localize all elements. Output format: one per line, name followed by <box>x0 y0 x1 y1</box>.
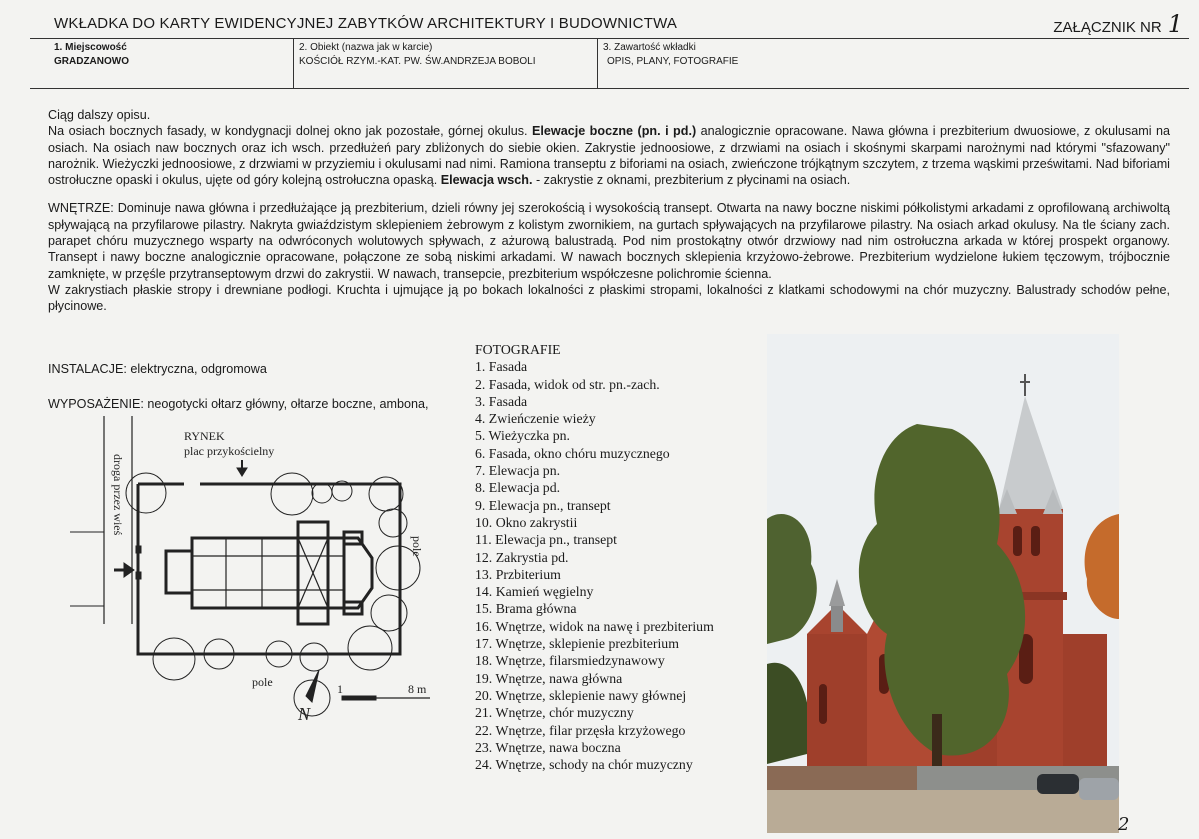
field-contents-label: 3. Zawartość wkładki <box>603 42 696 53</box>
photo-list-item: 21. Wnętrze, chór muzyczny <box>475 705 634 721</box>
description-continued: Ciąg dalszy opisu. <box>48 108 151 122</box>
field-contents-value: OPIS, PLANY, FOTOGRAFIE <box>607 56 739 67</box>
tree-symbol <box>348 626 392 670</box>
header-divider-2 <box>597 38 598 88</box>
page-number: 2 <box>1118 814 1130 835</box>
church-vault-lines <box>192 538 344 608</box>
field-locality-value: GRADZANOWO <box>54 56 129 67</box>
description-exterior <box>48 123 1170 188</box>
church-nave <box>192 538 344 608</box>
exterior-text-a: Na osiach bocznych fasady, w kondygnacji dolnej okno jak pozostałe, górnej okulus. <box>48 124 532 139</box>
installations: INSTALACJE: elektryczna, odgromowa <box>48 362 267 376</box>
photo-list-item: 14. Kamień węgielny <box>475 584 594 600</box>
description-interior: WNĘTRZE: Dominuje nawa główna i przedłużające ją prezbiterium, dzieli równy jej szerokością i wysokością transept. Otwarta na nawy boczne niskimi półkolistymi arkadami z oprofilowaną archiwoltą spływającą na przyfilarowe pilastry. Nakryta gwiaździstym sklepieniem żebrowym z kolistym zwornikiem, na gurtach spływających na przyfilarowe pilastry. Na osiach arkad okulusy. Na tle ściany zach. parapet chóru muzycznego wsparty na odwróconych wolutowych spływach, z ażurową balustradą. Pod nim prostokątny otwór drzwiowy nad nim ostrołuczna arkada w której prospekt organowy. Transept i nawy boczne analogicznie opracowane, połączone ze sobą niskimi arkadami. W nawach bocznych sklepienia krzyżowo-żebrowe. Prezbiterium wydzielone łukiem tęczowym, trójbocznie zamknięte, w przęśle przytranseptowym drzwi do zakrystii. W nawach, transepcie, prezbiterium współczesne polichromie ścienna. <box>48 201 1170 281</box>
church-porch <box>166 551 192 593</box>
photo-list-item: 6. Fasada, okno chóru muzycznego <box>475 445 670 461</box>
gate-post-top <box>136 546 141 553</box>
photo-turret <box>831 606 843 632</box>
header-rule-bottom <box>30 88 1189 89</box>
photo-ground <box>767 789 1119 833</box>
photo-list-item: 8. Elewacja pd. <box>475 480 561 496</box>
photo-list-item: 1. Fasada <box>475 359 528 375</box>
exterior-bold-side: Elewacje boczne (pn. i pd.) <box>532 124 697 139</box>
photo-list-item: 23. Wnętrze, nawa boczna <box>475 739 621 755</box>
annex-number: 1 <box>1167 10 1183 38</box>
photo-list-item: 18. Wnętrze, filarsmiedzynawowy <box>475 653 665 669</box>
photo-list-item: 19. Wnętrze, nawa główna <box>475 670 623 686</box>
photo-tower-window <box>1013 526 1022 556</box>
photo-list-items <box>475 358 714 773</box>
field-locality <box>54 41 129 69</box>
scale-label-start: 1 <box>337 682 343 696</box>
photo-list <box>475 341 714 773</box>
tree-symbol <box>371 595 407 631</box>
photo-list-item: 12. Zakrystia pd. <box>475 549 569 565</box>
photo-list-item: 20. Wnętrze, sklepienie nawy głównej <box>475 687 687 703</box>
plan-label-field-bottom: pole <box>252 675 273 689</box>
north-label: N <box>298 704 311 724</box>
photo-list-item: 2. Fasada, widok od str. pn.-zach. <box>475 376 660 392</box>
annex-label <box>1053 10 1183 38</box>
photo-list-item: 9. Elewacja pn., transept <box>475 497 611 513</box>
tree-symbol <box>300 643 328 671</box>
field-object-value: KOŚCIÓŁ RZYM.-KAT. PW. ŚW.ANDRZEJA BOBOLI <box>299 56 536 67</box>
photo-list-heading: FOTOGRAFIE <box>475 342 561 357</box>
field-object-label: 2. Obiekt (nazwa jak w karcie) <box>299 42 433 53</box>
gate-post-bottom <box>136 572 141 579</box>
plan-label-road: droga przez wieś <box>111 454 125 536</box>
photo-list-item: 4. Zwieńczenie wieży <box>475 411 596 427</box>
field-locality-label: 1. Miejscowość <box>54 42 127 53</box>
photo-window <box>819 684 827 724</box>
north-arrow-icon <box>306 670 319 702</box>
square-arrow-icon <box>237 468 247 476</box>
photo-list-item: 7. Elewacja pn. <box>475 463 561 479</box>
site-plan <box>66 414 446 734</box>
scale-bar-segment <box>342 696 376 700</box>
photo-list-item: 15. Brama główna <box>475 601 577 617</box>
header-divider-1 <box>293 38 294 88</box>
field-object <box>299 41 536 69</box>
church-floor-plan <box>166 522 372 624</box>
document-title: WKŁADKA DO KARTY EWIDENCYJNEJ ZABYTKÓW ARCHITEKTURY I BUDOWNICTWA <box>54 15 678 32</box>
church-photo <box>767 334 1119 833</box>
annex-text: ZAŁĄCZNIK NR <box>1053 19 1162 36</box>
church-apse <box>344 538 372 608</box>
tree-symbol <box>153 638 195 680</box>
photo-list-item: 11. Elewacja pn., transept <box>475 532 618 548</box>
photo-list-item: 10. Okno zakrystii <box>475 514 578 530</box>
scale-label-end: 8 m <box>408 682 427 696</box>
tree-symbol <box>369 477 403 511</box>
description-sacristy: W zakrystiach płaskie stropy i drewniane podłogi. Kruchta i ujmujące ją po bokach lokalności z płaskimi stropami, lokalności z klatkami schodowymi na chór muzyczny. Balustrady schodów pełne, płycinowe. <box>48 282 1170 314</box>
photo-list-item: 13. Przbiterium <box>475 566 561 582</box>
photo-list-item: 5. Wieżyczka pn. <box>475 428 570 444</box>
tree-symbol <box>312 483 332 503</box>
exterior-text-c: - zakrystie z oknami, prezbiterium z płycinami na osiach. <box>532 173 851 188</box>
description-text <box>48 107 1170 315</box>
tree-symbol <box>271 473 313 515</box>
field-contents <box>603 41 738 69</box>
plan-label-square: RYNEK <box>184 429 225 443</box>
photo-tower-window <box>1031 526 1040 556</box>
photo-car <box>1079 778 1119 800</box>
equipment: WYPOSAŻENIE: neogotycki ołtarz główny, ołtarze boczne, ambona, <box>48 397 429 411</box>
photo-list-item: 24. Wnętrze, schody na chór muzyczny <box>475 757 693 773</box>
plan-label-field-right: pole <box>410 536 424 557</box>
exterior-text-b: analogicznie opracowane. Nawa główna i prezbiterium dwuosiowe, z okulusami na osiach. Na osiach naw bocznych oraz ich wsch. przedłużeń pary zbliżonych do siebie okien. Zakrystie jednoosiowe, z drzwiami na osiach i skośnymi skarpami narożnymi nad którymi "sfazowany" narożnik. Wieżyczki jednoosiowe, z drzwiami w przyziemiu i okulusami nad nimi. Ramiona transeptu z biforiami na osiach, zwieńczone trójkątnym szczytem, z trzema wąskimi prześwitami. Nad biforiami ostrołuczne opaski i okulus, ujęte od góry kolejną ostrołuczna opaską. <box>48 124 1170 188</box>
plan-label-square-sub: plac przykościelny <box>184 444 275 458</box>
photo-list-item: 22. Wnętrze, filar przęsła krzyżowego <box>475 722 686 738</box>
tree-symbol <box>379 509 407 537</box>
exterior-bold-east: Elewacja wsch. <box>440 173 533 188</box>
photo-list-item: 3. Fasada <box>475 393 528 409</box>
header-rule-top <box>30 38 1189 39</box>
photo-list-item: 16. Wnętrze, widok na nawę i prezbiterium <box>475 618 714 634</box>
photo-car <box>1037 774 1079 794</box>
photo-list-item: 17. Wnętrze, sklepienie prezbiterium <box>475 636 679 652</box>
